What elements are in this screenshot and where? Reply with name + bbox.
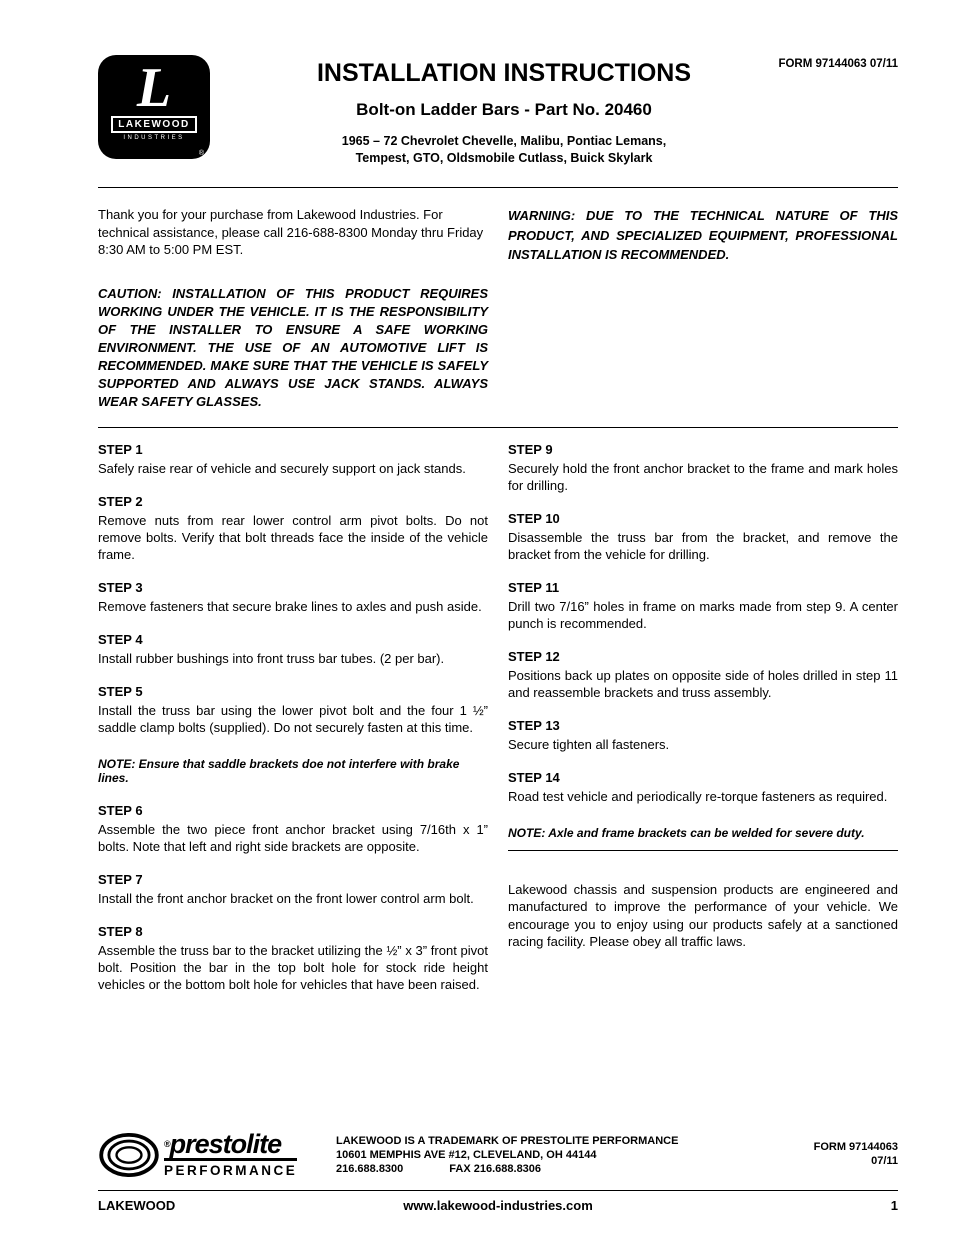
prestolite-name: [164, 1131, 297, 1161]
step-text: Securely hold the front anchor bracket to the frame and mark holes for drilling.: [508, 460, 898, 493]
page-number: 1: [890, 1198, 898, 1213]
steps-left-column: [98, 442, 488, 1010]
step-label: STEP 13: [508, 717, 560, 733]
prestolite-name-text: prestolite: [169, 1129, 282, 1159]
intro-section: [98, 188, 898, 411]
step-item: [508, 649, 898, 701]
header: [98, 55, 898, 167]
footer-form-date: 07/11: [871, 1155, 898, 1167]
step-item: [98, 872, 488, 907]
step-text: Road test vehicle and periodically re-torque fasteners as required.: [508, 788, 888, 804]
step-label: STEP 5: [98, 683, 143, 699]
step-label: STEP 9: [508, 441, 553, 457]
step-label: STEP 4: [98, 631, 143, 647]
lakewood-logo-letter: L: [136, 57, 172, 119]
lakewood-logo: [98, 55, 210, 159]
bottom-brand: LAKEWOOD: [98, 1198, 176, 1213]
phone-row: [336, 1162, 768, 1176]
step-item: [98, 803, 488, 855]
step-label: STEP 7: [98, 871, 143, 887]
bottom-bar: [98, 1198, 898, 1213]
footer-form-line: FORM 97144063: [813, 1141, 898, 1153]
step-text: Assemble the two piece front anchor bracket using 7/16th x 1” bolts. Note that left and right side brackets are opposite.: [98, 821, 488, 854]
address-line: 10601 MEMPHIS AVE #12, CLEVELAND, OH 44144: [336, 1149, 597, 1161]
step-text: Install the truss bar using the lower pivot bolt and the four 1 ½” saddle clamp bolts (supplied). Do not securely fasten at this time.: [98, 702, 488, 735]
warning-paragraph: WARNING: DUE TO THE TECHNICAL NATURE OF THIS PRODUCT, AND SPECIALIZED EQUIPMENT, PROFESSIONAL INSTALLATION IS RECOMMENDED.: [508, 208, 898, 262]
step-label: STEP 14: [508, 769, 560, 785]
step-label: STEP 3: [98, 579, 143, 595]
footer-form-number: [768, 1131, 898, 1168]
caution-paragraph: CAUTION: INSTALLATION OF THIS PRODUCT REQUIRES WORKING UNDER THE VEHICLE. IT IS THE RESPONSIBILITY OF THE INSTALLER TO ENSURE A SAFE WORKING ENVIRONMENT. THE USE OF AN AUTOMOTIVE LIFT IS RECOMMENDED. MAKE SURE THAT THE VEHICLE IS SAFELY SUPPORTED AND ALWAYS USE JACK STANDS. ALWAYS WEAR SAFETY GLASSES.: [98, 285, 488, 409]
header-titles: [250, 55, 758, 167]
step-label: STEP 11: [508, 579, 560, 595]
fax-number: FAX 216.688.8306: [449, 1163, 542, 1175]
step-label: STEP 8: [98, 923, 143, 939]
step-text: Drill two 7/16” holes in frame on marks made from step 9. A center punch is recommended.: [508, 598, 898, 631]
form-number: FORM 97144063 07/11: [778, 58, 898, 70]
step-text: Remove nuts from rear lower control arm pivot bolts. Do not remove bolts. Verify that bolt threads face the inside of the vehicle frame.: [98, 512, 488, 562]
step-text: Install the front anchor bracket on the front lower control arm bolt.: [98, 890, 474, 906]
vehicle-application: [250, 133, 758, 167]
application-line-1: 1965 – 72 Chevrolet Chevelle, Malibu, Pontiac Lemans,: [341, 134, 667, 148]
step-text: Install rubber bushings into front truss bar tubes. (2 per bar).: [98, 650, 445, 666]
step-item: [508, 770, 898, 805]
step-item: [98, 442, 488, 477]
steps-section: [98, 442, 898, 1010]
horizontal-rule: [98, 1190, 898, 1191]
footer-address-block: [328, 1131, 768, 1176]
lakewood-logo-division: INDUSTRIES: [123, 135, 185, 141]
phone-number: 216.688.8300: [336, 1163, 404, 1175]
step-label: STEP 12: [508, 648, 560, 664]
closing-paragraph: Lakewood chassis and suspension products are engineered and manufactured to improve the performance of your vehicle. We encourage you to enjoy using our products safely at a sanctioned racing facility. Please obey all traffic laws.: [508, 881, 898, 949]
step-text: Positions back up plates on opposite side of holes drilled in step 11 and reassemble brackets and truss assembly.: [508, 667, 898, 700]
step-item: [98, 494, 488, 563]
footer-top: [98, 1131, 898, 1178]
prestolite-performance-label: PERFORMANCE: [164, 1163, 298, 1178]
thanks-paragraph: Thank you for your purchase from Lakewood Industries. For technical assistance, please call 216-688-8300 Monday thru Friday 8:30 AM to 5:00 PM EST.: [98, 207, 484, 257]
prestolite-logo: [98, 1131, 328, 1178]
prestolite-wordmark: [164, 1131, 297, 1178]
prestolite-rings-icon: [98, 1132, 160, 1178]
step-text: Remove fasteners that secure brake lines to axles and push aside.: [98, 598, 482, 614]
step-item: [508, 442, 898, 494]
horizontal-rule: [98, 427, 898, 428]
step-item: [508, 511, 898, 563]
page-title: INSTALLATION INSTRUCTIONS: [316, 59, 692, 87]
step-text: Safely raise rear of vehicle and securely support on jack stands.: [98, 460, 466, 476]
website-url: www.lakewood-industries.com: [403, 1198, 593, 1213]
footer: [98, 1131, 898, 1213]
note-text: NOTE: Ensure that saddle brackets doe not interfere with brake lines.: [98, 756, 460, 785]
lakewood-logo-name: LAKEWOOD: [111, 116, 196, 133]
intro-right-column: [508, 188, 898, 411]
step-item: [98, 580, 488, 615]
step-label: STEP 10: [508, 510, 560, 526]
page-subtitle: Bolt-on Ladder Bars - Part No. 20460: [356, 100, 652, 119]
application-line-2: Tempest, GTO, Oldsmobile Cutlass, Buick Skylark: [355, 151, 653, 165]
step-label: STEP 6: [98, 802, 143, 818]
step-item: [98, 924, 488, 993]
steps-right-column: [508, 442, 898, 1010]
step-label: STEP 2: [98, 493, 143, 509]
registered-trademark-icon: ®: [198, 150, 204, 157]
registered-trademark-icon: ®: [164, 1139, 170, 1149]
step-item: [98, 632, 488, 667]
note-text: NOTE: Axle and frame brackets can be welded for severe duty.: [508, 826, 898, 851]
step-text: Assemble the truss bar to the bracket utilizing the ½” x 3” front pivot bolt. Position the bar in the top bolt hole for stock ride height vehicles or the bottom bolt hole for vehicles that have been raised.: [98, 942, 488, 992]
step-item: [98, 684, 488, 736]
step-text: Disassemble the truss bar from the bracket, and remove the bracket from the vehicle for drilling.: [508, 529, 898, 562]
step-item: [508, 718, 898, 753]
intro-left-column: [98, 188, 488, 411]
step-label: STEP 1: [98, 441, 143, 457]
step-text: Secure tighten all fasteners.: [508, 736, 670, 752]
trademark-line: LAKEWOOD IS A TRADEMARK OF PRESTOLITE PERFORMANCE: [336, 1135, 679, 1147]
step-item: [508, 580, 898, 632]
